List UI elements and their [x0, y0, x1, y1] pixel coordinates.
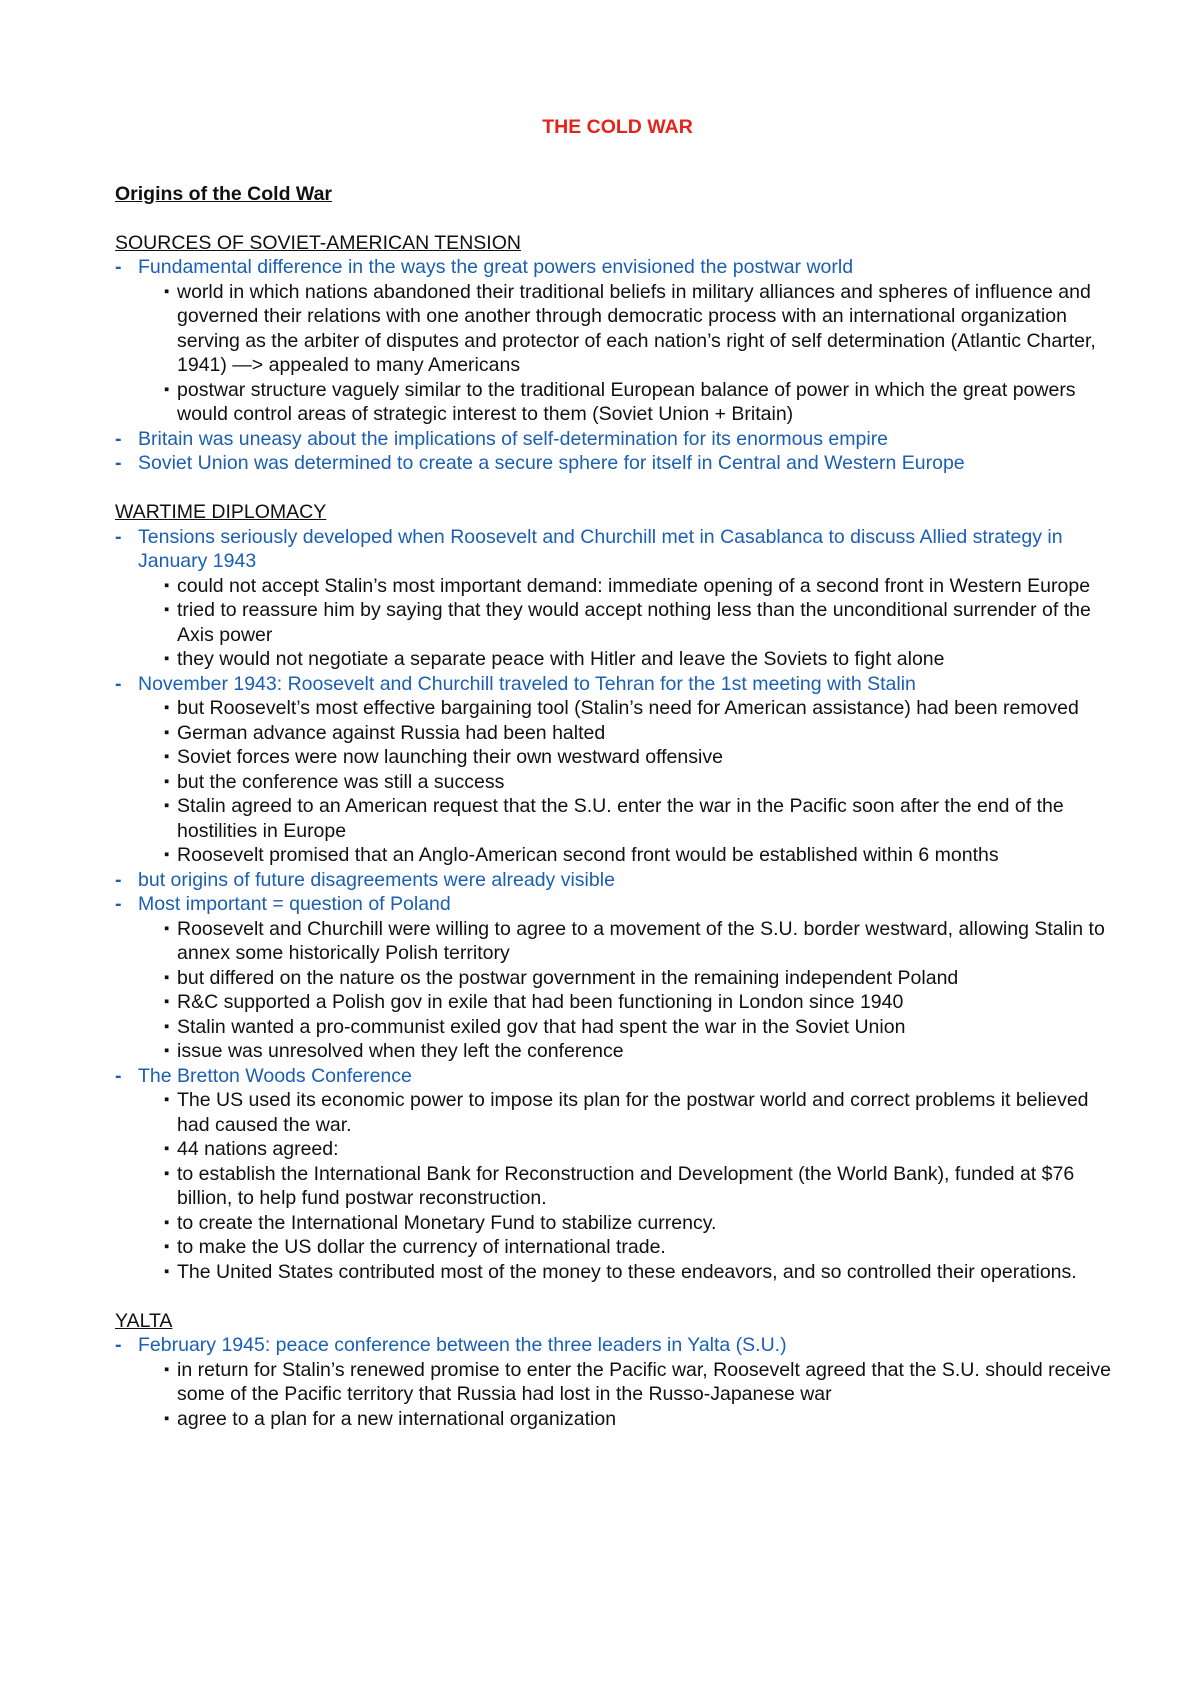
sub-point-list: [115, 574, 1120, 672]
sub-point-text: to establish the International Bank for Reconstruction and Development (the World Bank), funded at $76 billion, to help fund postwar reconstruction.: [177, 1162, 1075, 1209]
bullet-icon: ▪: [164, 601, 170, 618]
sub-point: [115, 574, 1120, 599]
bullet-icon: ▪: [164, 846, 170, 863]
bullet-icon: ▪: [164, 968, 170, 986]
main-point-text: Most important = question of Poland: [138, 893, 451, 915]
sub-point: [115, 1162, 1120, 1211]
bullet-icon: ▪: [164, 650, 170, 667]
dash-bullet-icon: -: [115, 452, 122, 474]
sub-point: [115, 1211, 1120, 1236]
sub-point-text: 44 nations agreed:: [177, 1138, 339, 1160]
section-heading: YALTA: [115, 1309, 173, 1332]
dash-bullet-icon: -: [115, 893, 122, 915]
bullet-icon: ▪: [164, 1238, 170, 1255]
sub-point-list: [115, 1358, 1120, 1432]
sub-point: [115, 598, 1120, 647]
bullet-icon: ▪: [164, 1213, 170, 1231]
sub-point: [115, 966, 1120, 991]
sub-point-text: agree to a plan for a new international organization: [177, 1407, 617, 1430]
section: [115, 1309, 1120, 1432]
sub-point-text: they would not negotiate a separate peace with Hitler and leave the Soviets to fight alone: [177, 648, 945, 670]
bullet-icon: ▪: [164, 1164, 170, 1182]
sub-point-text: but differed on the nature os the postwar government in the remaining independent Poland: [177, 966, 959, 989]
main-point: [115, 892, 1120, 917]
bullet-icon: ▪: [164, 723, 170, 741]
main-point: [115, 1333, 1120, 1358]
sub-point: [115, 917, 1120, 966]
bullet-icon: ▪: [164, 1262, 170, 1280]
sub-point-text: R&C supported a Polish gov in exile that had been functioning in London since 1940: [177, 991, 904, 1013]
sub-point: [115, 721, 1120, 746]
bullet-icon: ▪: [164, 919, 170, 937]
section: [115, 231, 1120, 476]
bullet-icon: ▪: [164, 699, 170, 716]
sub-point: [115, 990, 1120, 1015]
sub-point: [115, 378, 1120, 427]
main-point-text: Fundamental difference in the ways the great powers envisioned the postwar world: [138, 256, 854, 278]
bullet-icon: ▪: [164, 380, 170, 398]
section-heading: SOURCES OF SOVIET-AMERICAN TENSION: [115, 231, 521, 254]
sub-point-text: world in which nations abandoned their traditional beliefs in military alliances and spheres of influence and governed their relations with one another through democratic process with an international organization serving as the arbiter of disputes and protector of each nation’s right of self determination (Atlantic Charter, 1941) —> appealed to many Americans: [177, 280, 1096, 376]
sub-point: [115, 1358, 1120, 1407]
main-point-text: Tensions seriously developed when Roosevelt and Churchill met in Casablanca to discuss Allied strategy in January 1943: [138, 525, 1063, 572]
sections-container: [115, 231, 1120, 1432]
main-point: [115, 672, 1120, 697]
sub-point-text: but the conference was still a success: [177, 770, 505, 793]
main-point: [115, 1064, 1120, 1089]
bullet-icon: ▪: [164, 1360, 170, 1378]
dash-bullet-icon: -: [115, 256, 122, 278]
dash-bullet-icon: -: [115, 427, 122, 450]
origins-heading: Origins of the Cold War: [115, 183, 333, 205]
sub-point-text: but Roosevelt’s most effective bargaining tool (Stalin’s need for American assistance) had been removed: [177, 697, 1079, 719]
main-point-text: Soviet Union was determined to create a secure sphere for itself in Central and Western Europe: [138, 452, 965, 474]
sub-point-text: The United States contributed most of the money to these endeavors, and so controlled their operations.: [177, 1260, 1077, 1283]
sub-point-text: Soviet forces were now launching their own westward offensive: [177, 746, 723, 768]
sub-point-text: Stalin wanted a pro-communist exiled gov that had spent the war in the Soviet Union: [177, 1015, 906, 1038]
sub-point-text: tried to reassure him by saying that they would accept nothing less than the unconditional surrender of the Axis power: [177, 599, 1091, 646]
dash-bullet-icon: -: [115, 525, 122, 548]
sub-point-text: Stalin agreed to an American request that the S.U. enter the war in the Pacific soon after the end of the hostilities in Europe: [177, 795, 1064, 842]
sub-point: [115, 843, 1120, 868]
sub-point-text: could not accept Stalin’s most important demand: immediate opening of a second front in Western Europe: [177, 574, 1091, 597]
main-point: [115, 427, 1120, 452]
main-point-text: November 1943: Roosevelt and Churchill traveled to Tehran for the 1st meeting with Stalin: [138, 672, 916, 695]
sub-point: [115, 696, 1120, 721]
sub-point-text: issue was unresolved when they left the conference: [177, 1040, 624, 1062]
bullet-icon: ▪: [164, 1042, 170, 1059]
main-point: [115, 451, 1120, 476]
bullet-icon: ▪: [164, 748, 170, 765]
bullet-icon: ▪: [164, 797, 170, 814]
bullet-icon: ▪: [164, 282, 170, 300]
sub-point: [115, 1407, 1120, 1432]
sub-point-list: [115, 280, 1120, 427]
sub-point: [115, 647, 1120, 672]
bullet-icon: ▪: [164, 576, 170, 594]
sub-point-text: postwar structure vaguely similar to the traditional European balance of power in which the great powers would control areas of strategic interest to them (Soviet Union + Britain): [177, 378, 1076, 425]
document-title: THE COLD WAR: [542, 116, 693, 138]
sub-point: [115, 280, 1120, 378]
sub-point: [115, 1260, 1120, 1285]
sub-point: [115, 770, 1120, 795]
sub-point-list: [115, 696, 1120, 868]
dash-bullet-icon: -: [115, 868, 122, 891]
bullet-icon: ▪: [164, 1091, 170, 1108]
main-point-text: The Bretton Woods Conference: [138, 1064, 412, 1087]
sub-point-text: German advance against Russia had been halted: [177, 721, 606, 744]
sub-point-list: [115, 1088, 1120, 1284]
main-point-text: Britain was uneasy about the implications of self-determination for its enormous empire: [138, 427, 889, 450]
sub-point: [115, 1088, 1120, 1137]
sub-point: [115, 745, 1120, 770]
bullet-icon: ▪: [164, 1140, 170, 1157]
sub-point: [115, 1235, 1120, 1260]
sub-point-text: in return for Stalin’s renewed promise to enter the Pacific war, Roosevelt agreed that the S.U. should receive some of the Pacific territory that Russia had lost in the Russo-Japanese war: [177, 1358, 1111, 1405]
main-point: [115, 255, 1120, 280]
dash-bullet-icon: -: [115, 672, 122, 695]
sub-point-text: Roosevelt and Churchill were willing to agree to a movement of the S.U. border westward, allowing Stalin to annex some historically Polish territory: [177, 917, 1105, 964]
dash-bullet-icon: -: [115, 1334, 122, 1356]
sub-point: [115, 1137, 1120, 1162]
main-point: [115, 868, 1120, 893]
main-point: [115, 525, 1120, 574]
sub-point: [115, 1015, 1120, 1040]
sub-point-text: to make the US dollar the currency of international trade.: [177, 1236, 666, 1258]
section-heading: WARTIME DIPLOMACY: [115, 501, 327, 523]
main-point-text: but origins of future disagreements were already visible: [138, 868, 615, 891]
main-point-text: February 1945: peace conference between the three leaders in Yalta (S.U.): [138, 1334, 787, 1356]
sub-point-list: [115, 917, 1120, 1064]
bullet-icon: ▪: [164, 772, 170, 790]
sub-point-text: The US used its economic power to impose its plan for the postwar world and correct problems it believed had caused the war.: [177, 1089, 1089, 1136]
sub-point-text: to create the International Monetary Fund to stabilize currency.: [177, 1211, 717, 1234]
dash-bullet-icon: -: [115, 1064, 122, 1087]
bullet-icon: ▪: [164, 1409, 170, 1427]
sub-point: [115, 794, 1120, 843]
sub-point-text: Roosevelt promised that an Anglo-American second front would be established within 6 months: [177, 844, 999, 866]
sub-point: [115, 1039, 1120, 1064]
bullet-icon: ▪: [164, 993, 170, 1010]
bullet-icon: ▪: [164, 1017, 170, 1035]
section: [115, 500, 1120, 1284]
